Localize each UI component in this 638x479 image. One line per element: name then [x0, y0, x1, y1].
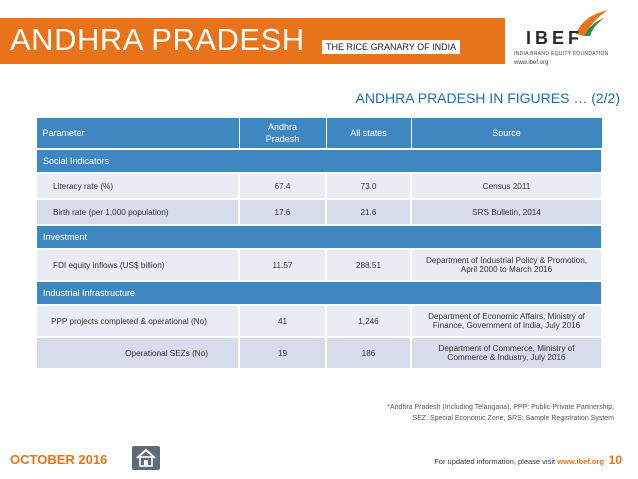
row-parameter: Birth rate (per 1,000 population)	[36, 199, 239, 225]
section-row	[36, 281, 602, 305]
logo-url: www.ibef.org	[514, 60, 549, 66]
col-header-source: Source	[411, 118, 602, 150]
page-number: 10	[608, 453, 622, 467]
row-parameter: Operational SEZs (No)	[36, 337, 239, 369]
section-label: Industrial Infrastructure	[36, 281, 602, 305]
footnote-line: *Andhra Pradesh (Including Telangana), PPP: Public-Private Partnership,	[387, 404, 614, 411]
row-parameter: Literacy rate (%)	[36, 173, 239, 199]
row-all-states-value: 21.6	[326, 199, 411, 225]
section-row	[36, 225, 602, 249]
row-source: Department of Economic Affairs, Ministry of Finance, Government of India, July 2016	[411, 305, 602, 337]
figures-table	[35, 117, 603, 370]
page-subtitle: THE RICE GRANARY OF INDIA	[322, 40, 460, 54]
table-row	[36, 305, 602, 337]
row-source: Department of Commerce, Ministry of Commerce & Industry, July 2016	[411, 337, 602, 369]
row-source: SRS Bulletin, 2014	[411, 199, 602, 225]
footer-text	[434, 457, 604, 466]
row-parameter: PPP projects completed & operational (No)	[36, 305, 239, 337]
table-row	[36, 249, 602, 281]
row-andhra-value: 67.4	[239, 173, 326, 199]
row-andhra-value: 41	[239, 305, 326, 337]
footer-link[interactable]: www.ibef.org	[557, 457, 604, 466]
page-title: ANDHRA PRADESH	[10, 22, 305, 57]
row-parameter: FDI equity inflows (US$ billion)	[36, 249, 239, 281]
table-row	[36, 173, 602, 199]
section-label: Social Indicators	[36, 149, 602, 173]
row-andhra-value: 17.6	[239, 199, 326, 225]
row-andhra-value: 11.57	[239, 249, 326, 281]
row-all-states-value: 1,246	[326, 305, 411, 337]
col-header-parameter: Parameter	[36, 118, 239, 150]
col-header-andhra: Andhra Pradesh	[239, 118, 326, 150]
col-header-all-states: All states	[326, 118, 411, 150]
logo-text: IBEF	[526, 28, 584, 48]
row-andhra-value: 19	[239, 337, 326, 369]
row-all-states-value: 186	[326, 337, 411, 369]
ibef-logo[interactable]	[510, 8, 630, 70]
footnote	[387, 402, 614, 424]
section-row	[36, 149, 602, 173]
table-header-row	[36, 118, 602, 150]
footer-message: For updated information, please visit	[434, 457, 558, 466]
table-row	[36, 337, 602, 369]
home-button[interactable]	[132, 446, 160, 470]
section-title: ANDHRA PRADESH IN FIGURES … (2/2)	[355, 90, 620, 106]
row-source: Department of Industrial Policy & Promotion, April 2000 to March 2016	[411, 249, 602, 281]
home-icon	[132, 446, 160, 470]
row-source: Census 2011	[411, 173, 602, 199]
section-label: Investment	[36, 225, 602, 249]
footnote-line: SEZ: Special Economic Zone, SRS: Sample Registration System	[412, 415, 614, 422]
logo-tagline: INDIA BRAND EQUITY FOUNDATION	[514, 51, 609, 57]
footer-date: OCTOBER 2016	[10, 452, 108, 467]
table-row	[36, 199, 602, 225]
row-all-states-value: 288.51	[326, 249, 411, 281]
row-all-states-value: 73.0	[326, 173, 411, 199]
